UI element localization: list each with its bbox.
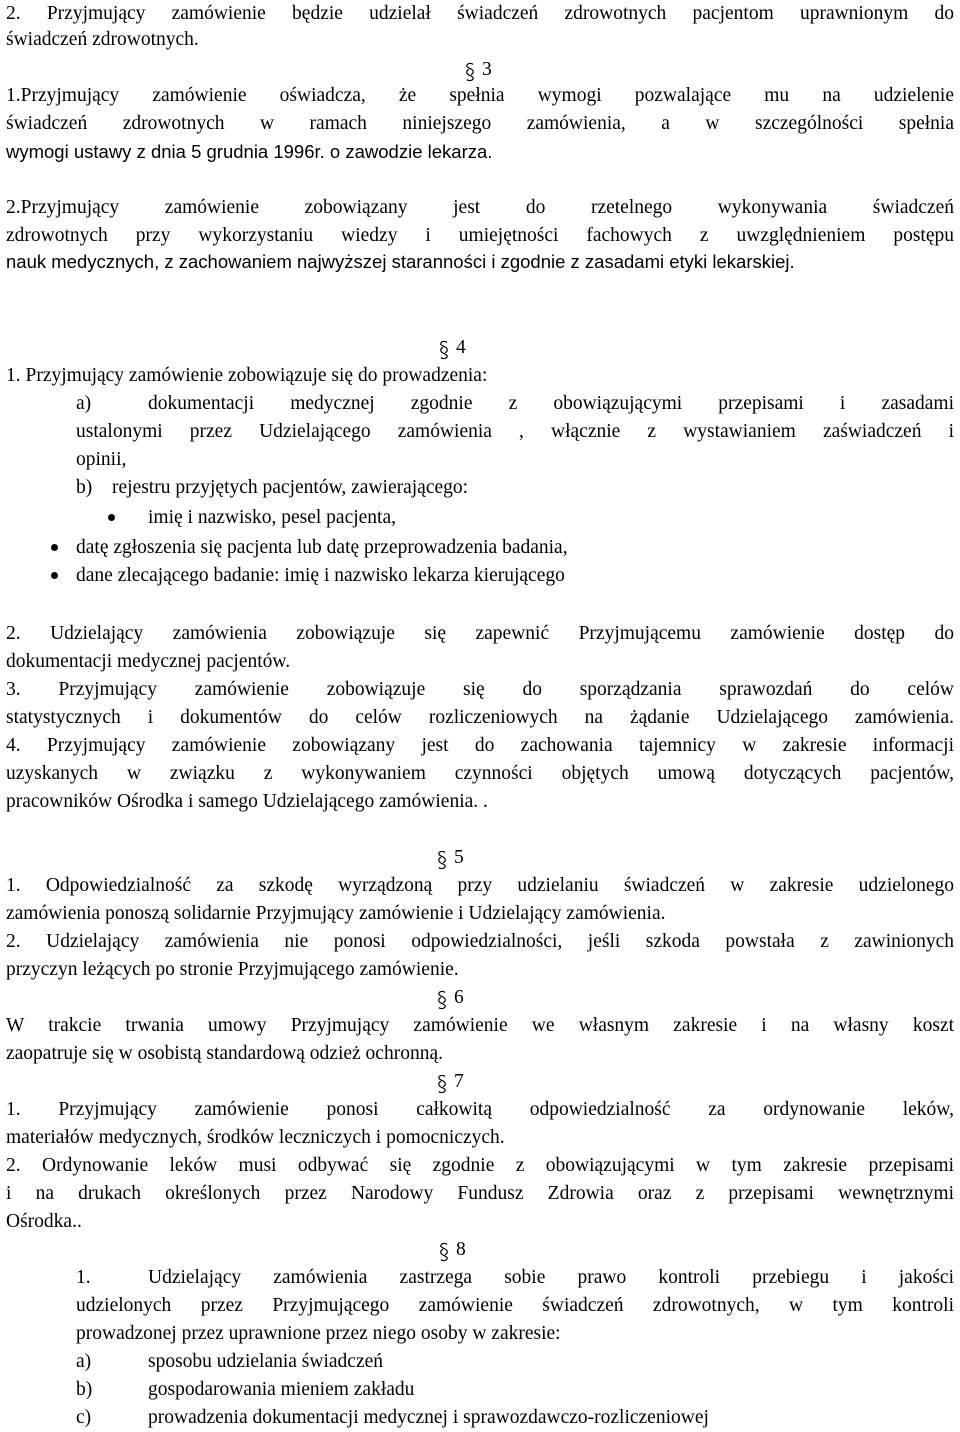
section-sign-icon <box>434 990 450 1010</box>
paragraph-line: 2. Ordynowanie leków musi odbywać się zgodnie z obowiązującymi w tym zakresie przepisami <box>6 1155 954 1176</box>
bullet-item: imię i nazwisko, pesel pacjenta, <box>148 507 396 528</box>
list-item-line: rejestru przyjętych pacjentów, zawierającego: <box>112 477 469 498</box>
paragraph-line: i na drukach określonych przez Narodowy Fundusz Zdrowia oraz z przepisami wewnętrznymi <box>6 1183 954 1204</box>
section-number: 3 <box>482 59 492 80</box>
list-item: gospodarowania mieniem zakładu <box>148 1379 415 1400</box>
paragraph-line: 1. Przyjmujący zamówienie ponosi całkowitą odpowiedzialność za ordynowanie leków, <box>6 1099 954 1120</box>
paragraph-line: 2. Udzielający zamówienia zobowiązuje się zapewnić Przyjmującemu zamówienie dostęp do <box>6 623 954 644</box>
list-item: prowadzenia dokumentacji medycznej i sprawozdawczo-rozliczeniowej <box>148 1407 709 1428</box>
list-item-line: ustalonymi przez Udzielającego zamówienia , włącznie z wystawianiem zaświadczeń i <box>76 421 954 442</box>
section-number: 7 <box>454 1071 464 1092</box>
paragraph-line: 3. Przyjmujący zamówienie zobowiązuje się do sporządzania sprawozdań do celów <box>6 679 954 700</box>
paragraph-line: nauk medycznych, z zachowaniem najwyższej staranności i zgodnie z zasadami etyki lekarskiej. <box>6 251 795 272</box>
paragraph-line: świadczeń zdrowotnych w ramach niniejszego zamówienia, a w szczególności spełnia <box>6 113 954 134</box>
paragraph-line: zdrowotnych przy wykorzystaniu wiedzy i umiejętności fachowych z uwzględnieniem postępu <box>6 225 954 246</box>
paragraph-line: W trakcie trwania umowy Przyjmujący zamówienie we własnym zakresie i na własny koszt <box>6 1015 954 1036</box>
list-label: a) <box>76 1351 92 1372</box>
paragraph-line: uzyskanych w związku z wykonywaniem czynności objętych umową dotyczących pacjentów, <box>6 763 954 784</box>
section-sign-icon <box>436 340 452 360</box>
paragraph-line: zaopatruje się w osobistą standardową odzież ochronną. <box>6 1043 443 1064</box>
list-item: sposobu udzielania świadczeń <box>148 1351 384 1372</box>
section-number: 8 <box>456 1239 466 1260</box>
paragraph-line: 2. Udzielający zamówienia nie ponosi odpowiedzialności, jeśli szkoda powstała z zawinionych <box>6 931 954 952</box>
section-number: 5 <box>454 847 464 868</box>
paragraph-line: Ośrodka.. <box>6 1211 82 1232</box>
list-label: b) <box>76 1379 93 1400</box>
paragraph-line: dokumentacji medycznej pacjentów. <box>6 651 291 672</box>
paragraph-line: 4. Przyjmujący zamówienie zobowiązany jest do zachowania tajemnicy w zakresie informacji <box>6 735 954 756</box>
paragraph-line: 1. Odpowiedzialność za szkodę wyrządzoną przy udzielaniu świadczeń w zakresie udzielonego <box>6 875 954 896</box>
paragraph-line: prowadzonej przez uprawnione przez niego osoby w zakresie: <box>76 1323 561 1344</box>
paragraph-line: statystycznych i dokumentów do celów rozliczeniowych na żądanie Udzielającego zamówienia. <box>6 707 954 728</box>
section-sign-icon <box>436 1242 452 1262</box>
paragraph-line: świadczeń zdrowotnych. <box>6 29 199 50</box>
paragraph-line: zamówienia ponoszą solidarnie Przyjmujący zamówienie i Udzielający zamówienia. <box>6 903 666 924</box>
section-number: 6 <box>454 987 464 1008</box>
paragraph-line: 2. Przyjmujący zamówienie będzie udzielał świadczeń zdrowotnych pacjentom uprawnionym do <box>6 3 954 24</box>
bullet-icon <box>108 514 115 521</box>
paragraph-line: Udzielający zamówienia zastrzega sobie prawo kontroli przebiegu i jakości <box>148 1267 954 1288</box>
paragraph-line: udzielonych przez Przyjmującego zamówienie świadczeń zdrowotnych, w tym kontroli <box>76 1295 954 1316</box>
section-sign-icon <box>462 62 478 82</box>
bullet-icon <box>51 572 58 579</box>
section-sign-icon <box>434 1074 450 1094</box>
section-number: 4 <box>456 337 466 358</box>
bullet-item: dane zlecającego badanie: imię i nazwisko lekarza kierującego <box>76 565 565 586</box>
paragraph-line: pracowników Ośrodka i samego Udzielającego zamówienia. . <box>6 791 488 812</box>
list-label: b) <box>76 477 93 498</box>
list-label: 1. <box>76 1267 91 1288</box>
bullet-item: datę zgłoszenia się pacjenta lub datę przeprowadzenia badania, <box>76 537 568 558</box>
paragraph-line: przyczyn leżących po stronie Przyjmującego zamówienie. <box>6 959 459 980</box>
bullet-icon <box>51 544 58 551</box>
paragraph-line: 1. Przyjmujący zamówienie zobowiązuje się do prowadzenia: <box>6 365 488 386</box>
paragraph-line: materiałów medycznych, środków leczniczych i pomocniczych. <box>6 1127 505 1148</box>
list-label: c) <box>76 1407 92 1428</box>
list-item-line: dokumentacji medycznej zgodnie z obowiązującymi przepisami i zasadami <box>148 393 954 414</box>
list-label: a) <box>76 393 92 414</box>
paragraph-line: 1.Przyjmujący zamówienie oświadcza, że spełnia wymogi pozwalające mu na udzielenie <box>6 85 954 106</box>
paragraph-line: wymogi ustawy z dnia 5 grudnia 1996r. o zawodzie lekarza. <box>6 141 493 162</box>
list-item-line: opinii, <box>76 449 127 470</box>
paragraph-line: 2.Przyjmujący zamówienie zobowiązany jest do rzetelnego wykonywania świadczeń <box>6 197 954 218</box>
section-sign-icon <box>434 850 450 870</box>
